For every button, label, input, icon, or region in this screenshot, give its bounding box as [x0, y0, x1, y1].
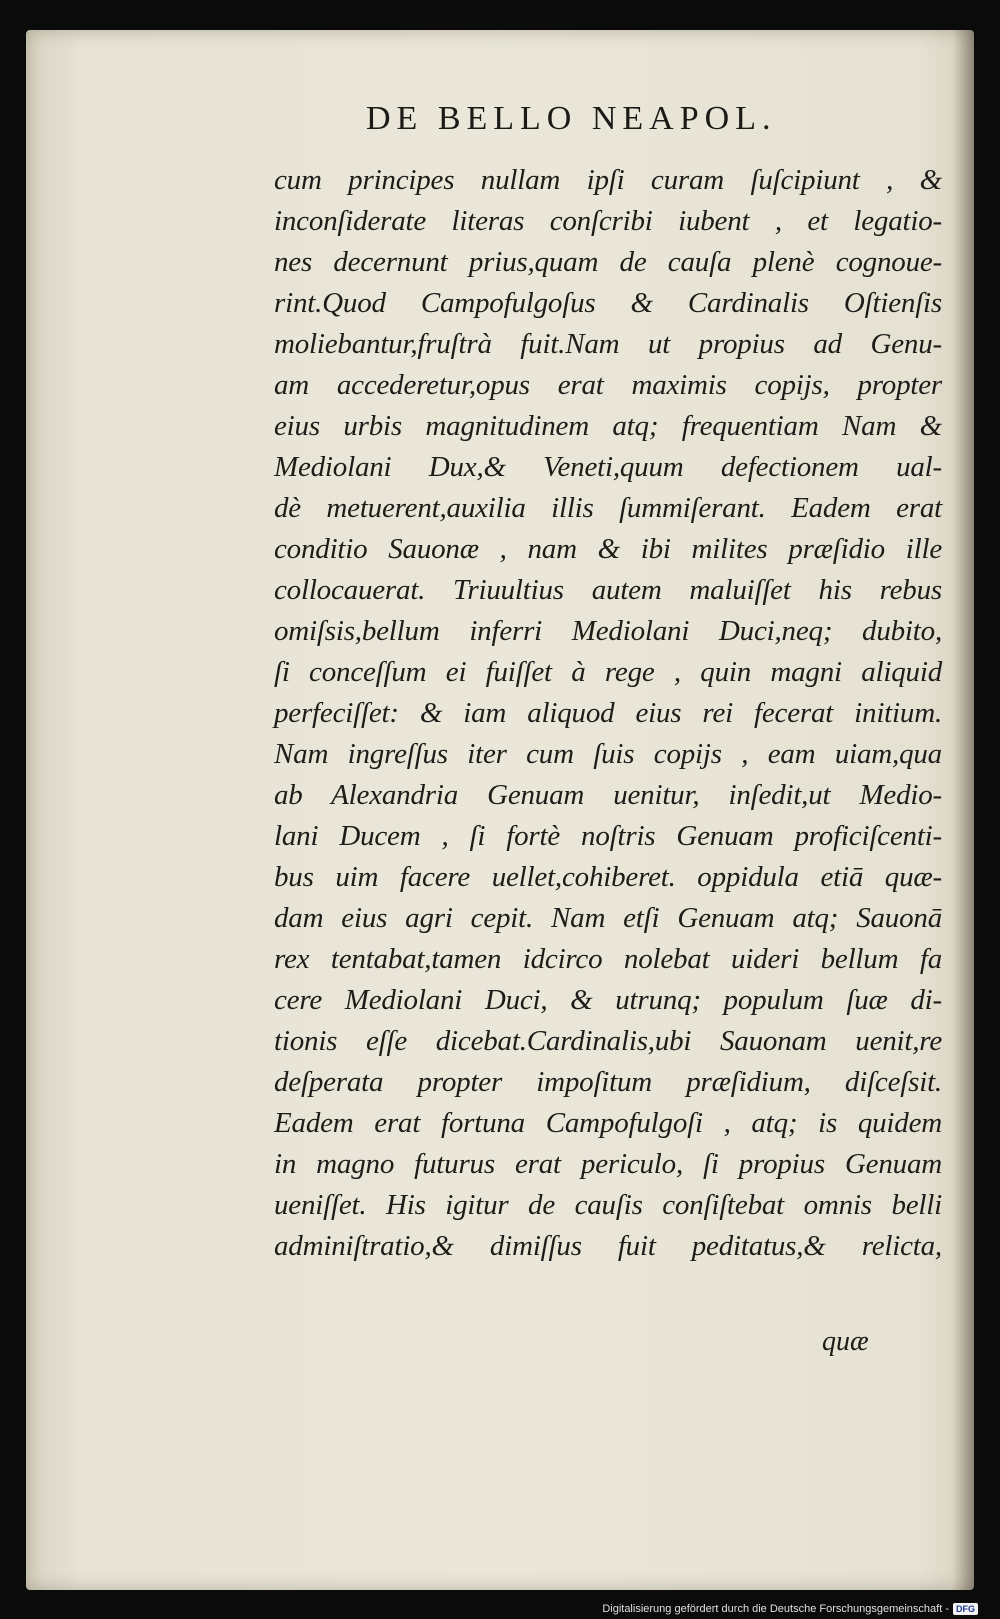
running-head: DE BELLO NEAPOL.	[366, 100, 777, 137]
text-line: rex tentabat,tamen idcirco nolebat uideri bellum fa	[274, 943, 942, 975]
credit-text: Digitalisierung gefördert durch die Deutsche Forschungsgemeinschaft -	[602, 1603, 949, 1615]
text-line: ab Alexandria Genuam uenitur, inſedit,ut Medio-	[274, 779, 942, 811]
text-line: eius urbis magnitudinem atq; frequentiam Nam &	[274, 410, 942, 442]
text-line: dam eius agri cepit. Nam etſi Genuam atq; Sauonā	[274, 902, 942, 934]
text-line: ſi conceſſum ei fuiſſet à rege , quin magni aliquid	[274, 656, 942, 688]
text-line: cere Mediolani Duci, & utrunq; populum ſuæ di-	[274, 984, 942, 1016]
text-line: Mediolani Dux,& Veneti,quum defectionem ual-	[274, 451, 942, 483]
text-line: cum principes nullam ipſi curam ſuſcipiunt , &	[274, 164, 942, 196]
text-line: adminiſtratio,& dimiſſus fuit peditatus,& relicta,	[274, 1230, 942, 1262]
text-line: tionis eſſe dicebat.Cardinalis,ubi Sauonam uenit,re	[274, 1025, 942, 1057]
text-line: bus uim facere uellet,cohiberet. oppidula etiā quæ-	[274, 861, 942, 893]
text-line: inconſiderate literas conſcribi iubent , et legatio-	[274, 205, 942, 237]
text-line: in magno futurus erat periculo, ſi propius Genuam	[274, 1148, 942, 1180]
book-page	[26, 30, 974, 1590]
dfg-logo: DFG	[953, 1603, 978, 1615]
text-line: nes decernunt prius,quam de cauſa plenè cognoue-	[274, 246, 942, 278]
text-line: perfeciſſet: & iam aliquod eius rei fecerat initium.	[274, 697, 942, 729]
text-line: am accederetur,opus erat maximis copijs, propter	[274, 369, 942, 401]
text-line: moliebantur,fruſtrà fuit.Nam ut propius ad Genu-	[274, 328, 942, 360]
text-line: dè metuerent,auxilia illis ſummiſerant. Eadem erat	[274, 492, 942, 524]
text-line: omiſsis,bellum inferri Mediolani Duci,neq; dubito,	[274, 615, 942, 647]
text-line: deſperata propter impoſitum præſidium, diſceſsit.	[274, 1066, 942, 1098]
text-line: Nam ingreſſus iter cum ſuis copijs , eam uiam,qua	[274, 738, 942, 770]
body-text	[274, 160, 942, 1267]
text-line: Eadem erat fortuna Campofulgoſi , atq; is quidem	[274, 1107, 942, 1139]
catchword: quæ	[822, 1326, 869, 1357]
digitization-credit	[602, 1603, 978, 1615]
page-spine-shadow	[952, 30, 974, 1590]
text-line: collocauerat. Triuultius autem maluiſſet his rebus	[274, 574, 942, 606]
text-line: conditio Sauonæ , nam & ibi milites præſidio ille	[274, 533, 942, 565]
text-line: rint.Quod Campofulgoſus & Cardinalis Oſtienſis	[274, 287, 942, 319]
text-line: lani Ducem , ſi fortè noſtris Genuam proficiſcenti-	[274, 820, 942, 852]
text-line: ueniſſet. His igitur de cauſis conſiſtebat omnis belli	[274, 1189, 942, 1221]
